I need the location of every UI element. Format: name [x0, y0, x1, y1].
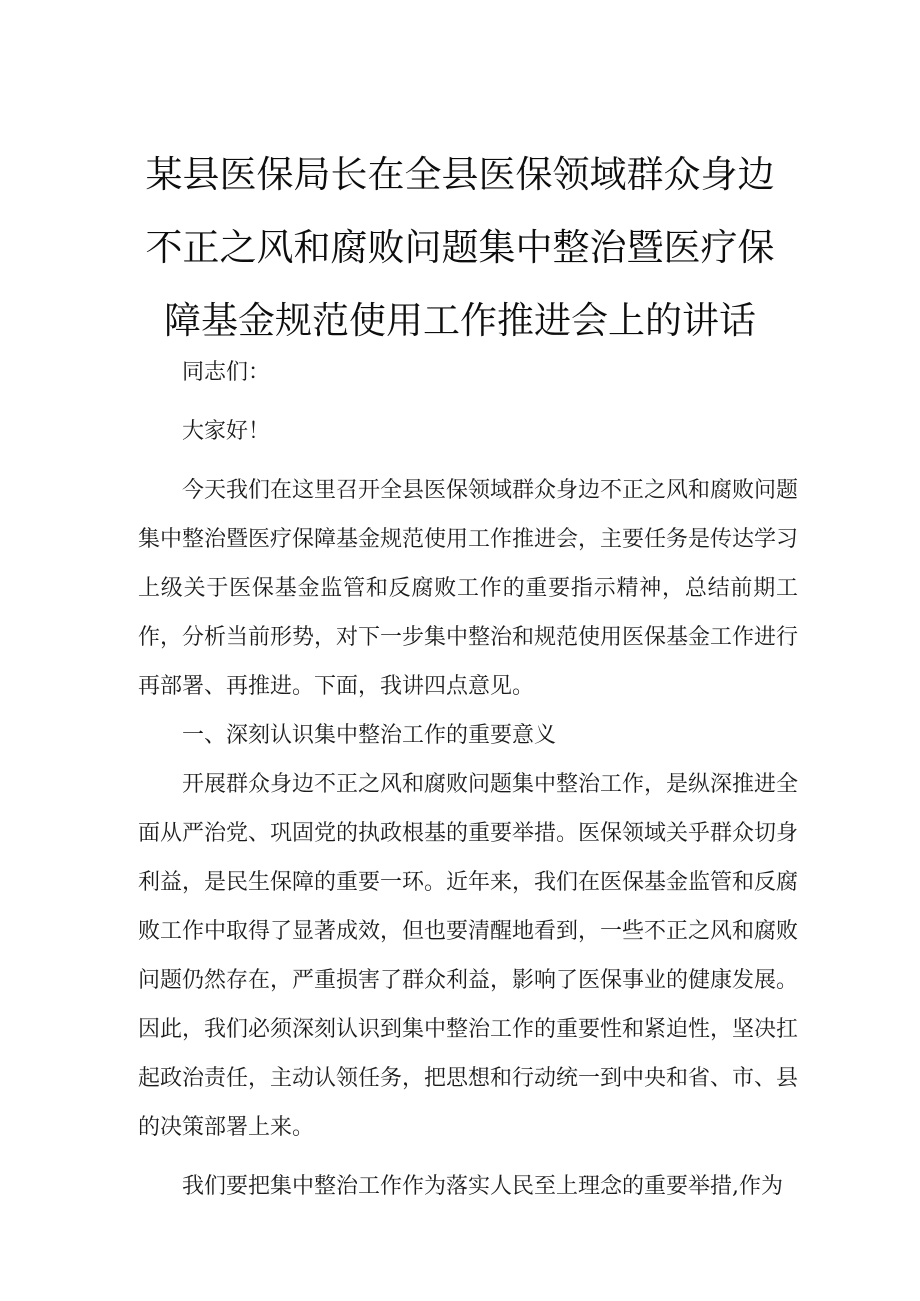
title-line-1: 某县医保局长在全县医保领域群众身边: [145, 153, 775, 196]
salutation: 同志们：: [182, 360, 271, 385]
section-heading-1: 一、深刻认识集中整治工作的重要意义: [182, 723, 557, 748]
greeting: 大家好！: [182, 419, 271, 444]
document-body: [138, 348, 798, 1211]
paragraph-section-1: 开展群众身边不正之风和腐败问题集中整治工作，是纵深推进全面从严治党、巩固党的执政根基的重要举措。医保领域关乎群众切身利益，是民生保障的重要一环。近年来，我们在医保基金监管和反腐败工作中取得了显著成效，但也要清醒地看到，一些不正之风和腐败问题仍然存在，严重损害了群众利益，影响了医保事业的健康发展。因此，我们必须深刻认识到集中整治工作的重要性和紧迫性，坚决扛起政治责任，主动认领任务，把思想和行动统一到中央和省、市、县的决策部署上来。: [138, 772, 799, 1140]
document-title: [100, 138, 820, 357]
title-line-3: 障基金规范使用工作推进会上的讲话: [164, 299, 756, 342]
paragraph-intro: 今天我们在这里召开全县医保领域群众身边不正之风和腐败问题集中整治暨医疗保障基金规范使用工作推进会，主要任务是传达学习上级关于医保基金监管和反腐败工作的重要指示精神，总结前期工作，分析当前形势，对下一步集中整治和规范使用医保基金工作进行再部署、再推进。下面，我讲四点意见。: [138, 478, 799, 699]
paragraph-continued: 我们要把集中整治工作作为落实人民至上理念的重要举措,作为: [182, 1174, 783, 1199]
title-line-2: 不正之风和腐败问题集中整治暨医疗保: [145, 226, 775, 269]
